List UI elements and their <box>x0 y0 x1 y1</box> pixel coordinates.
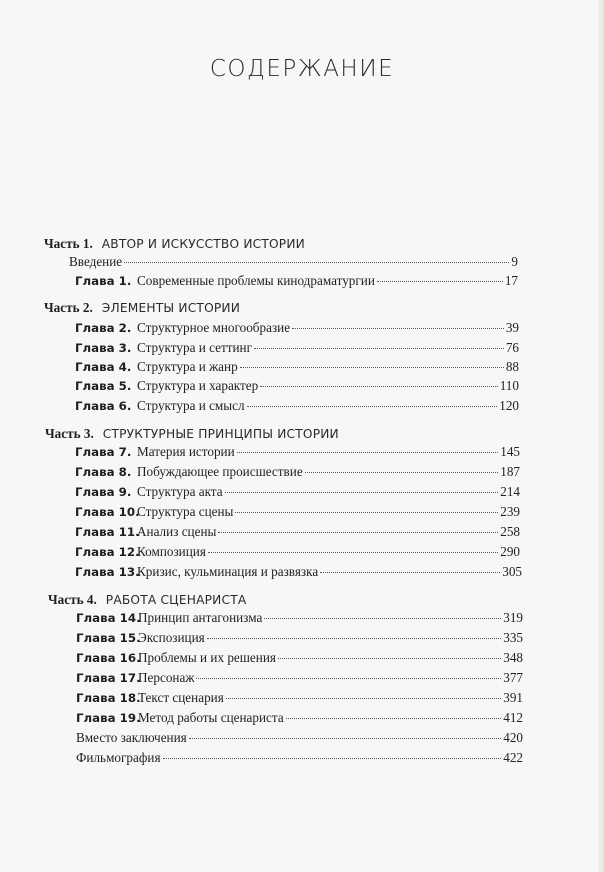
toc-entry[interactable] <box>75 359 519 377</box>
toc-entry[interactable] <box>76 690 523 708</box>
part-title: АВТОР И ИСКУССТВО ИСТОРИИ <box>101 237 305 251</box>
entry-label: Глава 10. <box>75 505 140 519</box>
toc-entry[interactable] <box>76 730 523 748</box>
dot-leader <box>207 638 501 639</box>
entry-title: Структура и смысл <box>137 398 245 413</box>
toc-entry[interactable] <box>75 273 518 291</box>
entry-page: 391 <box>503 690 523 705</box>
dot-leader <box>254 348 504 349</box>
entry-title: Проблемы и их решения <box>138 650 276 665</box>
entry-title: Структура сцены <box>137 504 234 519</box>
entry-title: Текст сценария <box>138 690 224 705</box>
part-title: ЭЛЕМЕНТЫ ИСТОРИИ <box>101 301 241 315</box>
entry-title: Вместо заключения <box>76 730 187 745</box>
toc-entry[interactable] <box>75 564 522 582</box>
dot-leader <box>226 698 501 699</box>
toc-entry[interactable] <box>69 254 518 272</box>
dot-leader <box>208 552 498 553</box>
entry-page: 88 <box>505 359 519 374</box>
entry-label: Глава 6. <box>75 399 132 413</box>
entry-page: 335 <box>503 630 523 645</box>
part-heading <box>48 592 528 610</box>
entry-page: 17 <box>504 273 518 288</box>
entry-page: 422 <box>503 750 523 765</box>
part-title: СТРУКТУРНЫЕ ПРИНЦИПЫ ИСТОРИИ <box>102 427 339 441</box>
entry-page: 305 <box>502 564 522 579</box>
entry-title: Структурное многообразие <box>137 320 291 335</box>
toc-entry[interactable] <box>75 544 520 562</box>
dot-leader <box>292 328 504 329</box>
entry-page: 290 <box>500 544 520 559</box>
entry-page: 120 <box>499 398 519 413</box>
entry-title: Кризис, кульминация и развязка <box>137 564 319 579</box>
part-heading <box>45 426 525 444</box>
entry-page: 110 <box>499 378 519 393</box>
toc-entry[interactable] <box>75 444 520 462</box>
entry-label: Глава 17. <box>76 671 141 685</box>
entry-page: 377 <box>503 670 523 685</box>
entry-label: Глава 13. <box>75 565 140 579</box>
part-heading <box>44 300 524 318</box>
entry-title: Композиция <box>137 544 206 559</box>
entry-label: Глава 15. <box>76 631 141 645</box>
entry-title: Современные проблемы кинодраматургии <box>137 273 375 288</box>
entry-page: 258 <box>500 524 520 539</box>
entry-title: Структура и характер <box>137 378 259 393</box>
dot-leader <box>264 618 501 619</box>
toc-entry[interactable] <box>76 610 523 628</box>
entry-label: Глава 9. <box>75 485 132 499</box>
toc-entry[interactable] <box>75 340 519 358</box>
page-title: СОДЕРЖАНИЕ <box>209 56 395 82</box>
entry-page: 412 <box>503 710 523 725</box>
part-title: РАБОТА СЦЕНАРИСТА <box>105 593 247 607</box>
entry-label: Глава 19. <box>76 711 141 725</box>
entry-label: Глава 1. <box>75 274 132 288</box>
dot-leader <box>286 718 502 719</box>
toc-entry[interactable] <box>76 670 523 688</box>
entry-title: Экспозиция <box>138 630 205 645</box>
toc-entry[interactable] <box>75 524 520 542</box>
entry-label: Глава 5. <box>75 379 132 393</box>
dot-leader <box>260 386 497 387</box>
entry-title: Анализ сцены <box>137 524 217 539</box>
entry-label: Глава 3. <box>75 341 132 355</box>
entry-title: Принцип антагонизма <box>138 610 263 625</box>
toc-entry[interactable] <box>75 398 519 416</box>
part-heading <box>44 236 524 254</box>
dot-leader <box>377 281 503 282</box>
entry-page: 187 <box>500 464 520 479</box>
entry-title: Материя истории <box>137 444 235 459</box>
dot-leader <box>305 472 499 473</box>
entry-title: Фильмография <box>76 750 161 765</box>
entry-title: Структура и жанр <box>137 359 238 374</box>
dot-leader <box>189 738 501 739</box>
dot-leader <box>247 406 498 407</box>
toc-entry[interactable] <box>76 710 523 728</box>
dot-leader <box>218 532 498 533</box>
entry-label: Глава 16. <box>76 651 141 665</box>
entry-title: Побуждающее происшествие <box>137 464 303 479</box>
toc-entry[interactable] <box>75 484 520 502</box>
entry-title: Персонаж <box>138 670 195 685</box>
entry-title: Структура и сеттинг <box>137 340 252 355</box>
entry-label: Глава 8. <box>75 465 132 479</box>
dot-leader <box>320 572 500 573</box>
dot-leader <box>124 262 509 263</box>
entry-page: 214 <box>500 484 520 499</box>
dot-leader <box>163 758 502 759</box>
entry-page: 9 <box>511 254 518 269</box>
entry-page: 319 <box>503 610 523 625</box>
dot-leader <box>278 658 501 659</box>
entry-page: 76 <box>505 340 519 355</box>
entry-label: Глава 4. <box>75 360 132 374</box>
dot-leader <box>235 512 498 513</box>
entry-label: Глава 14. <box>76 611 141 625</box>
entry-label: Глава 18. <box>76 691 141 705</box>
toc-entry[interactable] <box>76 630 523 648</box>
entry-page: 420 <box>503 730 523 745</box>
dot-leader <box>196 678 501 679</box>
part-label: Часть 2. <box>44 300 93 315</box>
entry-page: 145 <box>500 444 520 459</box>
entry-title: Метод работы сценариста <box>138 710 284 725</box>
entry-page: 39 <box>505 320 519 335</box>
entry-label: Глава 12. <box>75 545 140 559</box>
dot-leader <box>225 492 499 493</box>
entry-label: Глава 7. <box>75 445 132 459</box>
toc-entry[interactable] <box>75 378 519 396</box>
toc-entry[interactable] <box>76 650 523 668</box>
toc-entry[interactable] <box>75 504 520 522</box>
entry-page: 239 <box>500 504 520 519</box>
dot-leader <box>240 367 504 368</box>
part-label: Часть 4. <box>48 592 97 607</box>
toc-entry[interactable] <box>75 320 519 338</box>
part-label: Часть 3. <box>45 426 94 441</box>
entry-page: 348 <box>503 650 523 665</box>
entry-label: Глава 11. <box>75 525 140 539</box>
dot-leader <box>237 452 499 453</box>
entry-label: Глава 2. <box>75 321 132 335</box>
toc-entry[interactable] <box>75 464 520 482</box>
part-label: Часть 1. <box>44 236 93 251</box>
toc-entry[interactable] <box>76 750 523 768</box>
entry-title: Введение <box>69 254 123 269</box>
entry-title: Структура акта <box>137 484 223 499</box>
